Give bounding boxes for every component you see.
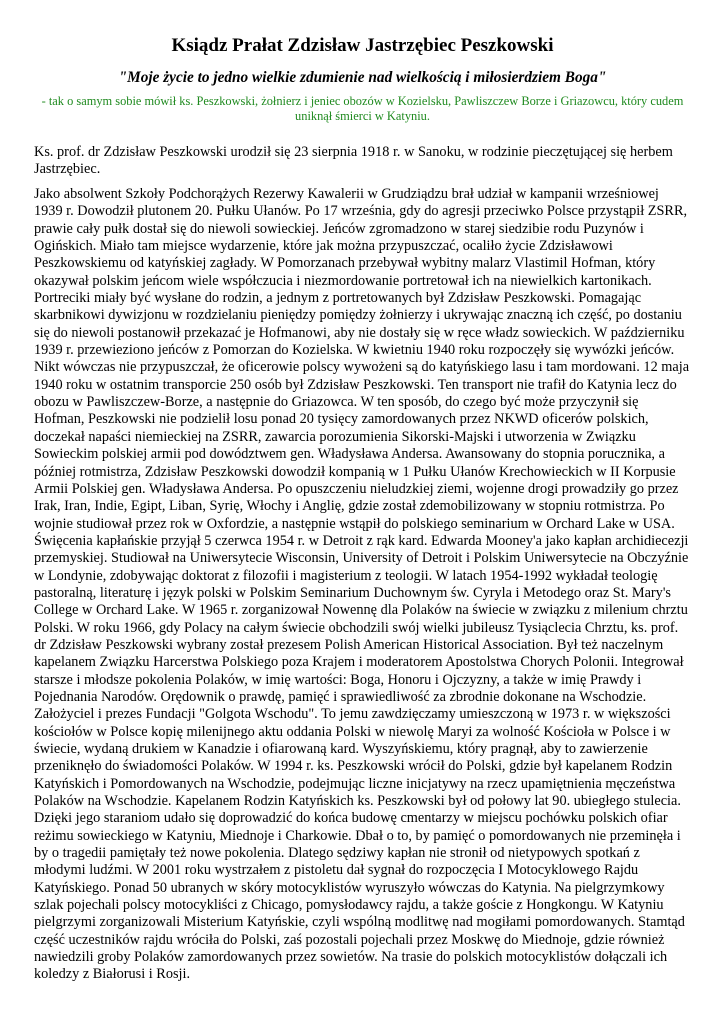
quote-heading: "Moje życie to jedno wielkie zdumienie nad wielkością i miłosierdziem Boga" (118, 69, 607, 86)
main-paragraph: Jako absolwent Szkoły Podchorążych Rezerwy Kawalerii w Grudziądzu brał udział w kampanii wrześniowej 1939 r. Dowodził plutonem 20. Pułku Ułanów. Po 17 września, gdy do agresji przeciwko Polsce przystąpił ZSRR, prawie cały pułk dostał się do niewoli sowieckiej. Jeńców zgromadzono w starej siedzibie rodu Puzynów i Ogińskich. Miało tam miejsce wydarzenie, które jak można przypuszczać, ocaliło życie Zdzisławowi Peszkowskiemu od katyńskiej zagłady. W Pomorzanach przebywał wybitny malarz Vlastimil Hofman, który okazywał polskim jeńcom wiele współczucia i niezmordowanie portretował ich na niewielkich kartonikach. Portreciki miały być wysłane do rodzin, a jednym z portretowanych był Zdzisław Peszkowski. Pomagając skarbnikowi dywizjonu w rozdzielaniu pieniędzy pomiędzy żołnierzy i ukrywając znaczną ich część, po dostaniu się do niewoli postanowił przekazać je Hofmanowi, aby nie dostały się w ręce władz sowieckich. W październiku 1939 r. przewieziono jeńców z Pomorzan do Kozielska. W kwietniu 1940 roku rozpoczęły się wywózki jeńców. Nikt wówczas nie przypuszczał, że oficerowie polscy wywożeni są do katyńskiego lasu i tam mordowani. 12 maja 1940 roku w ostatnim transporcie 250 osób był Zdzisław Peszkowski. Ten transport nie trafił do Katynia lecz do obozu w Pawliszczew-Borze, a następnie do Griazowca. W ten sposób, do czego być może przyczynił się Hofman, Peszkowski nie podzielił losu ponad 20 tysięcy zamordowanych przez NKWD oficerów polskich, doczekał napaści niemieckiej na ZSRR, zawarcia porozumienia Sikorski-Majski i utworzenia w Związku Sowieckim polskiej armii pod dowództwem gen. Władysława Andersa. Awansowany do stopnia porucznika, a później rotmistrza, Zdzisław Peszkowski dowodził kompanią w 1 Pułku Ułanów Krechowieckich w II Korpusie Armii Polskiej gen. Władysława Andersa. Po opuszczeniu nieludzkiej ziemi, wojenne drogi prowadziły go przez Irak, Iran, Indie, Egipt, Liban, Syrię, Włochy i Anglię, gdzie został zdemobilizowany w stopniu rotmistrza. Po wojnie studiował przez rok w Oxfordzie, a następnie wstąpił do polskiego seminarium w Orchard Lake w USA. Święcenia kapłańskie przyjął 5 czerwca 1954 r. w Detroit z rąk kard. Edwarda Mooney'a jako kapłan archidiecezji przemyskiej. Studiował na Uniwersytecie Wisconsin, University of Detroit i Polskim Uniwersytecie na Obczyźnie w Londynie, zdobywając doktorat z filozofii i magisterium z teologii. W latach 1954-1992 wykładał teologię pastoralną, literaturę i język polski w Polskim Seminarium Duchownym św. Cyryla i Metodego oraz St. Mary's College w Orchard Lake. W 1965 r. zorganizował Nowennę dla Polaków na świecie w związku z milenium chrztu Polski. W roku 1966, gdy Polacy na całym świecie obchodzili swój wielki jubileusz Tysiąclecia Chrztu, ks. prof. dr Zdzisław Peszkowski wybrany został prezesem Polish American Historical Association. Był też naczelnym kapelanem Związku Harcerstwa Polskiego poza Krajem i moderatorem Apostolstwa Chorych Polonii. Integrował starsze i młodsze pokolenia Polaków, w imię wartości: Boga, Honoru i Ojczyzny, a także w imię Prawdy i Pojednania Narodów. Orędownik o prawdę, pamięć i sprawiedliwość za zbrodnie dokonane na Wschodzie. Założyciel i prezes Fundacji "Golgota Wschodu". To jemu zawdzięczamy umieszczoną w 1973 r. w większości kościołów w Polsce kopię milenijnego aktu oddania Polski w niewolę Maryi za wolność Kościoła w Polsce i w świecie, wydaną drukiem w Kanadzie i ofiarowaną kard. Wyszyńskiemu, który pragnął, aby to zawierzenie przeniknęło do świadomości Polaków. W 1994 r. ks. Peszkowski wrócił do Polski, gdzie był kapelanem Rodzin Katyńskich i Pomordowanych na Wschodzie, podejmując liczne inicjatywy na rzecz upamiętnienia męczeństwa Polaków na Wschodzie. Kapelanem Rodzin Katyńskich ks. Peszkowski był od połowy lat 90. ubiegłego stulecia. Dzięki jego staraniom udało się doprowadzić do końca budowę cmentarzy w miejscu pochówku polskich ofiar reżimu sowieckiego w Katyniu, Miednoje i Charkowie. Dbał o to, by pamięć o pomordowanych nie przeminęła i by o tragedii pamiętały też nowe pokolenia. Dlatego sędziwy kapłan nie stronił od nietypowych spotkań z młodymi ludźmi. W 2001 roku wystrzałem z pistoletu dał sygnał do rozpoczęcia I Motocyklowego Rajdu Katyńskiego. Ponad 50 ubranych w skóry motocyklistów wyruszyło wówczas do Katynia. Na pielgrzymkowy szlak pojechali polscy motocykliści z Chicago, pomysłodawcy rajdu, a także goście z Hongkongu. W Katyniu pielgrzymi zorganizowali Misterium Katyńskie, czyli wspólną modlitwę nad mogiłami pomordowanych. Stamtąd część uczestników rajdu wróciła do Polski, zaś pozostali pojechali przez Moskwę do Miednoje, gdzie również nawiedzili groby Polaków zamordowanych przez sowietów. Na trasie do polskich motocyklistów dołączali ich koledzy z Białorusi i Rosji. (34, 186, 690, 983)
subtitle-note: - tak o samym sobie mówił ks. Peszkowski, żołnierz i jeniec obozów w Kozielsku, Pawliszczew Borze i Griazowcu, który cudem uniknął śmierci w Katyniu. (41, 94, 684, 123)
intro-paragraph: Ks. prof. dr Zdzisław Peszkowski urodził się 23 sierpnia 1918 r. w Sanoku, w rodzinie pieczętującej się herbem Jastrzębiec. (34, 144, 673, 177)
page-title: Ksiądz Prałat Zdzisław Jastrzębiec Peszkowski (171, 35, 554, 56)
